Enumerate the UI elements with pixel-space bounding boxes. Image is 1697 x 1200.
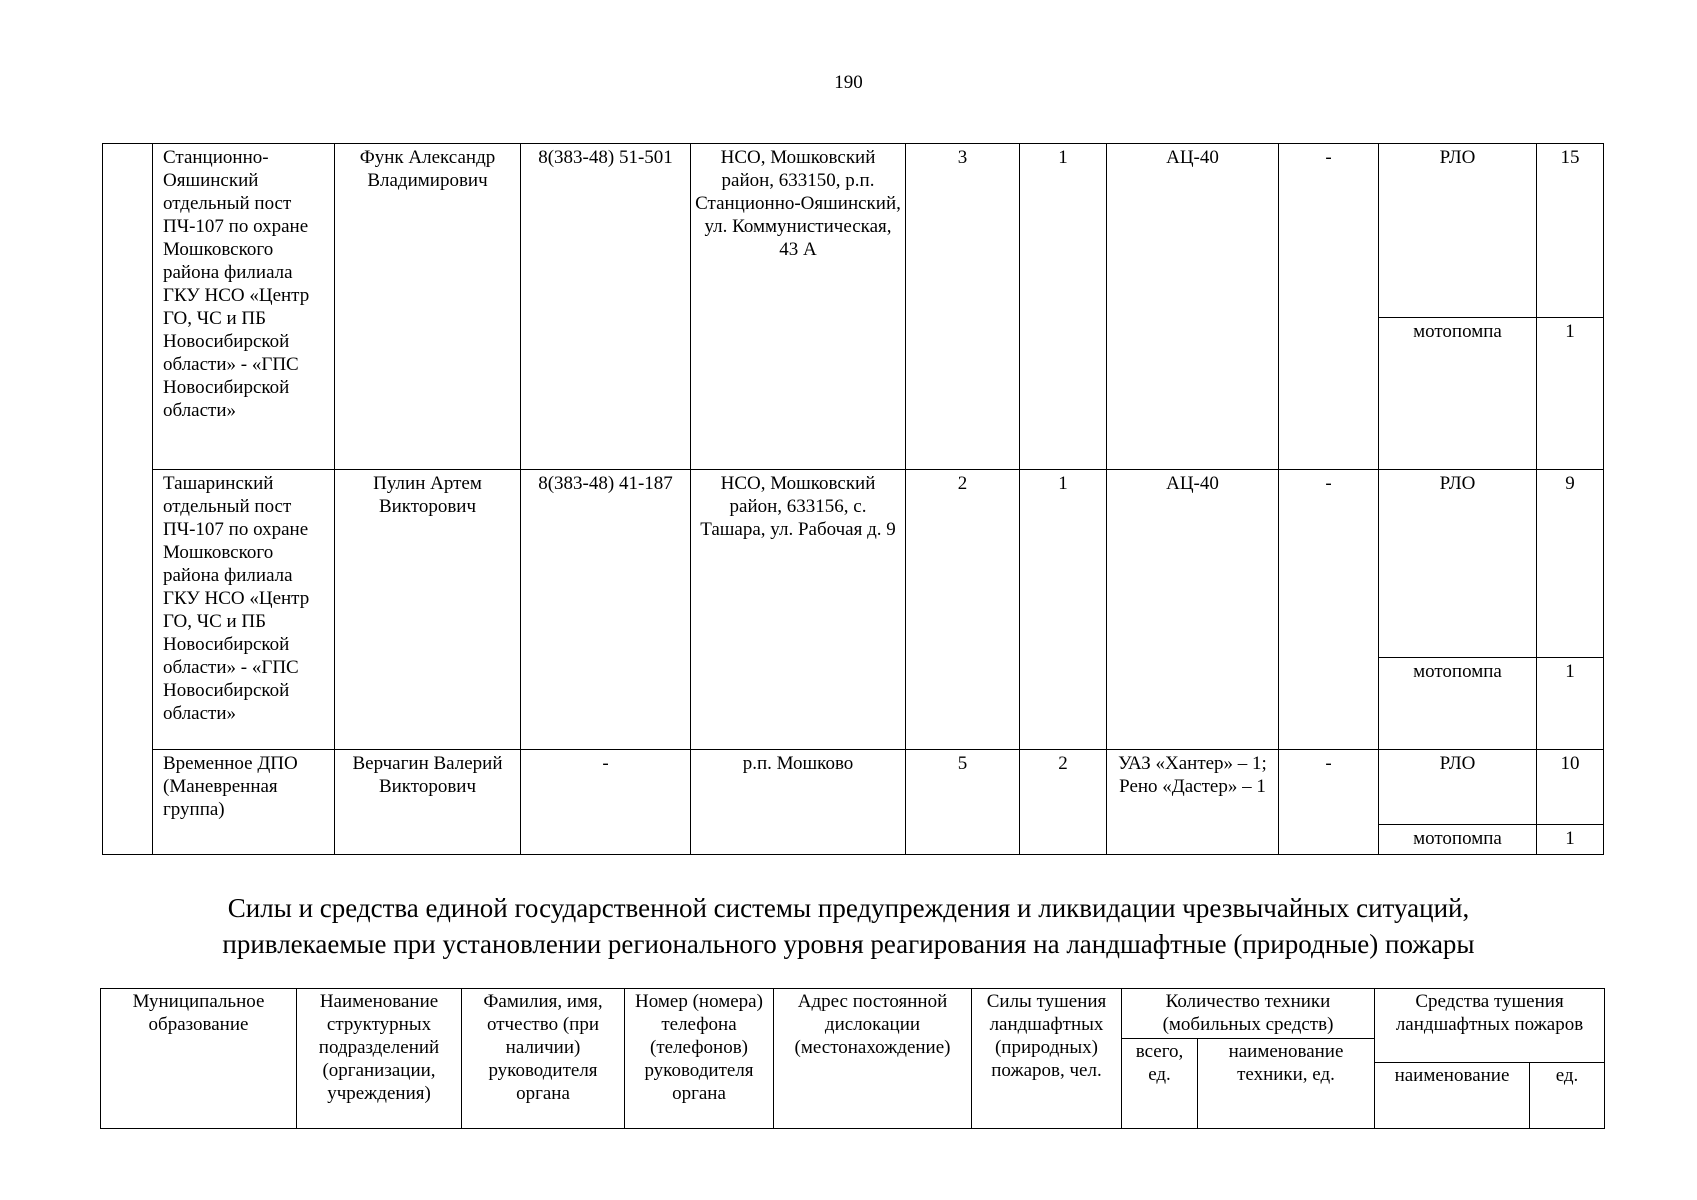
section-title-line-1: Силы и средства единой государственной системы предупреждения и ликвидации чрезвычайных ситуаций, bbox=[227, 893, 1470, 923]
vehicles-names: АЦ-40 bbox=[1107, 144, 1279, 470]
address: НСО, Мошковский район, 633156, с. Ташара, ул. Рабочая д. 9 bbox=[691, 470, 906, 750]
means-qty: 1 bbox=[1537, 318, 1604, 470]
table-row bbox=[103, 144, 1604, 318]
vehicles-names: УАЗ «Хантер» – 1; Рено «Дастер» – 1 bbox=[1107, 750, 1279, 855]
means-qty: 10 bbox=[1537, 750, 1604, 825]
header-table bbox=[100, 988, 1605, 1129]
table-row bbox=[103, 470, 1604, 658]
phone: 8(383-48) 51-501 bbox=[521, 144, 691, 470]
table-row bbox=[103, 750, 1604, 825]
means-qty: 1 bbox=[1537, 658, 1604, 750]
vehicles-total: 2 bbox=[1020, 750, 1107, 855]
section-title bbox=[0, 890, 1697, 962]
municipality-cell bbox=[103, 144, 153, 855]
means-qty: 1 bbox=[1537, 825, 1604, 855]
section-title-line-2: привлекаемые при установлении регионального уровня реагирования на ландшафтные (природные) пожары bbox=[222, 929, 1475, 959]
means-qty: 15 bbox=[1537, 144, 1604, 318]
unit-name: Ташаринский отдельный пост ПЧ-107 по охране Мошковского района филиала ГКУ НСО «Центр ГО, ЧС и ПБ Новосибирской области» - «ГПС Новосибирской области» bbox=[153, 470, 335, 750]
means-qty: 9 bbox=[1537, 470, 1604, 658]
means-name: РЛО bbox=[1379, 470, 1537, 658]
header-municipality: Муниципальное образование bbox=[101, 989, 297, 1129]
header-vehicles-group: Количество техники (мобильных средств) bbox=[1122, 989, 1375, 1039]
unit-name: Временное ДПО (Маневренная группа) bbox=[153, 750, 335, 855]
col8-value: - bbox=[1279, 750, 1379, 855]
unit-name: Станционно-Ояшинский отдельный пост ПЧ-107 по охране Мошковского района филиала ГКУ НСО «Центр ГО, ЧС и ПБ Новосибирской области» - «ГПС Новосибирской области» bbox=[153, 144, 335, 470]
header-row bbox=[101, 989, 1605, 1039]
units-table bbox=[102, 143, 1604, 855]
address: р.п. Мошково bbox=[691, 750, 906, 855]
phone: - bbox=[521, 750, 691, 855]
header-units: Наименование структурных подразделений (организации, учреждения) bbox=[297, 989, 462, 1129]
head-name: Пулин Артем Викторович bbox=[335, 470, 521, 750]
header-forces: Силы тушения ландшафтных (природных) пожаров, чел. bbox=[972, 989, 1122, 1129]
header-means-name: наименование bbox=[1375, 1063, 1530, 1129]
header-vehicles-names: наименование техники, ед. bbox=[1198, 1039, 1375, 1129]
means-name: РЛО bbox=[1379, 750, 1537, 825]
forces-count: 5 bbox=[906, 750, 1020, 855]
forces-count: 2 bbox=[906, 470, 1020, 750]
header-vehicles-total: всего, ед. bbox=[1122, 1039, 1198, 1129]
means-name: мотопомпа bbox=[1379, 825, 1537, 855]
vehicles-names: АЦ-40 bbox=[1107, 470, 1279, 750]
head-name: Верчагин Валерий Викторович bbox=[335, 750, 521, 855]
page-number: 190 bbox=[834, 72, 863, 93]
header-means-group: Средства тушения ландшафтных пожаров bbox=[1375, 989, 1605, 1063]
col8-value: - bbox=[1279, 144, 1379, 470]
means-name: мотопомпа bbox=[1379, 318, 1537, 470]
header-means-qty: ед. bbox=[1530, 1063, 1605, 1129]
vehicles-total: 1 bbox=[1020, 470, 1107, 750]
forces-count: 3 bbox=[906, 144, 1020, 470]
col8-value: - bbox=[1279, 470, 1379, 750]
phone: 8(383-48) 41-187 bbox=[521, 470, 691, 750]
address: НСО, Мошковский район, 633150, р.п. Станционно-Ояшинский, ул. Коммунистическая, 43 А bbox=[691, 144, 906, 470]
means-name: РЛО bbox=[1379, 144, 1537, 318]
head-name: Функ Александр Владимирович bbox=[335, 144, 521, 470]
vehicles-total: 1 bbox=[1020, 144, 1107, 470]
header-phone: Номер (номера) телефона (телефонов) руководителя органа bbox=[625, 989, 774, 1129]
header-head-name: Фамилия, имя, отчество (при наличии) руководителя органа bbox=[462, 989, 625, 1129]
header-address: Адрес постоянной дислокации (местонахождение) bbox=[774, 989, 972, 1129]
means-name: мотопомпа bbox=[1379, 658, 1537, 750]
